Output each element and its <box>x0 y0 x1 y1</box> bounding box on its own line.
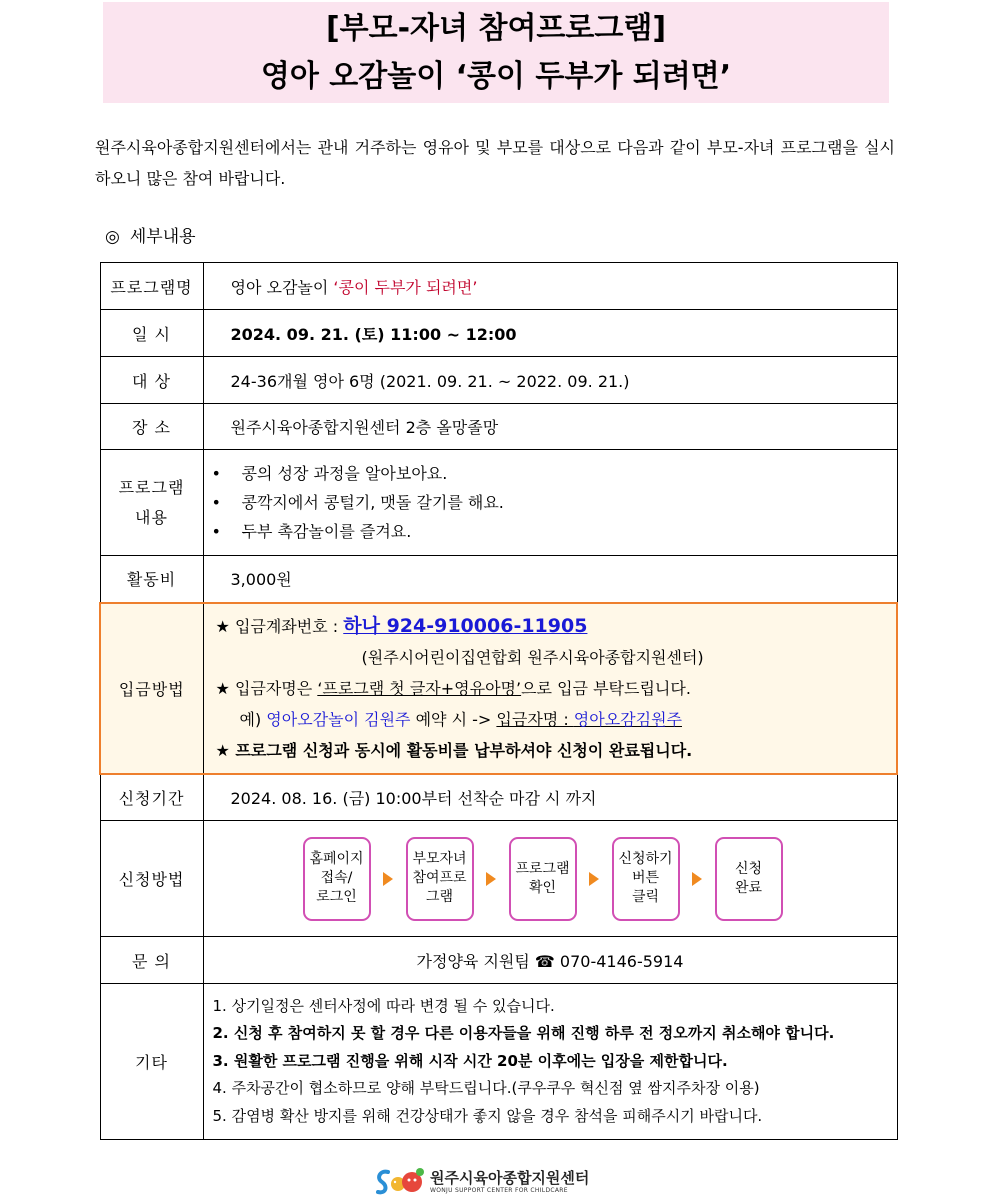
notice-item: 1. 상기일정은 센터사정에 따라 변경 될 수 있습니다. <box>212 996 555 1015</box>
label-content-line2: 내용 <box>135 507 168 527</box>
row-place <box>100 404 897 450</box>
value-content <box>203 450 897 556</box>
label-program: 프로그램명 <box>100 263 203 310</box>
row-date <box>100 310 897 357</box>
row-target <box>100 357 897 404</box>
label-etc: 기타 <box>100 984 203 1140</box>
step-box: 부모자녀 참여프로 그램 <box>406 837 474 921</box>
notice-item: 4. 주차공간이 협소하므로 양해 부탁드립니다.(쿠우쿠우 혁신점 옆 쌈지주차장 이용) <box>212 1079 760 1098</box>
program-title-highlight: ‘콩이 두부가 되려면’ <box>333 277 478 297</box>
value-payment <box>203 603 897 774</box>
title-banner <box>103 2 889 103</box>
phone-icon: ☎ <box>534 951 555 971</box>
list-item: • 콩깍지에서 콩털기, 맷돌 갈기를 해요. <box>212 488 897 517</box>
contact-team: 가정양육 지원팀 <box>416 951 535 971</box>
star-icon: ★ <box>215 740 230 760</box>
value-method <box>203 821 897 937</box>
value-place: 원주시육아종합지원센터 2층 올망졸망 <box>203 404 897 450</box>
program-prefix: 영아 오감놀이 <box>230 277 334 297</box>
row-fee <box>100 556 897 603</box>
title-line-2: 영아 오감놀이 ‘콩이 두부가 되려면’ <box>260 59 732 94</box>
label-period: 신청기간 <box>100 774 203 821</box>
label-fee: 활동비 <box>100 556 203 603</box>
step-box: 신청 완료 <box>715 837 783 921</box>
intro-paragraph: 원주시육아종합지원센터에서는 관내 거주하는 영유아 및 부모를 대상으로 다음과 같이 부모-자녀 프로그램을 실시하오니 많은 참여 바랍니다. <box>95 138 895 188</box>
footer-logo <box>374 1164 589 1200</box>
name-prefix: 입금자명은 <box>234 678 318 698</box>
value-program <box>203 263 897 310</box>
example-label-text: 입금자명 : <box>496 709 574 729</box>
double-circle-icon: ◎ <box>105 227 120 247</box>
account-prefix: 입금계좌번호 : <box>234 616 344 636</box>
label-place: 장 소 <box>100 404 203 450</box>
details-table <box>99 262 898 1140</box>
row-method <box>100 821 897 937</box>
triangle-right-icon <box>486 872 496 886</box>
value-target: 24-36개월 영아 6명 (2021. 09. 21. ~ 2022. 09. 21.) <box>203 357 897 404</box>
value-fee: 3,000원 <box>203 556 897 603</box>
row-program <box>100 263 897 310</box>
payment-name-line <box>216 673 897 704</box>
title-line-1: [부모-자녀 참여프로그램] <box>325 11 667 46</box>
triangle-right-icon <box>589 872 599 886</box>
list-item: • 두부 촉감놀이를 즐겨요. <box>212 517 897 546</box>
contact-phone: 070-4146-5914 <box>554 951 684 971</box>
label-contact: 문 의 <box>100 937 203 984</box>
triangle-right-icon <box>383 872 393 886</box>
label-date: 일 시 <box>100 310 203 357</box>
value-period: 2024. 08. 16. (금) 10:00부터 선착순 마감 시 까지 <box>203 774 897 821</box>
payment-holder: (원주시어린이집연합회 원주시육아종합지원센터) <box>361 647 704 667</box>
payment-example-line <box>216 704 897 735</box>
apply-steps <box>204 837 897 921</box>
label-method: 신청방법 <box>100 821 203 937</box>
value-contact <box>203 937 897 984</box>
row-etc <box>100 984 897 1140</box>
notice-item: 2. 신청 후 참여하지 못 할 경우 다른 이용자들을 위해 진행 하루 전 정오까지 취소해야 합니다. <box>212 1024 835 1043</box>
row-content <box>100 450 897 556</box>
star-icon: ★ <box>215 678 230 698</box>
label-content <box>100 450 203 556</box>
center-logo-icon <box>374 1164 430 1200</box>
example-value: 영아오감김원주 <box>573 709 682 729</box>
payment-notice: 프로그램 신청과 동시에 활동비를 납부하셔야 신청이 완료됩니다. <box>235 740 693 760</box>
example-label <box>496 710 682 729</box>
account-number: 하나 924-910006-11905 <box>343 614 588 637</box>
footer-text <box>430 1170 589 1195</box>
row-period <box>100 774 897 821</box>
notice-item: 5. 감염병 확산 방지를 위해 건강상태가 좋지 않을 경우 참석을 피해주시기 바랍니다. <box>212 1106 763 1125</box>
label-payment: 입금방법 <box>100 603 203 774</box>
triangle-right-icon <box>692 872 702 886</box>
footer-org-name: 원주시육아종합지원센터 <box>430 1168 590 1187</box>
step-box: 프로그램 확인 <box>509 837 577 921</box>
step-box: 홈페이지 접속/ 로그인 <box>303 837 371 921</box>
section-label: 세부내용 <box>129 227 196 247</box>
payment-account-line <box>216 611 897 642</box>
footer-org-eng: WONJU SUPPORT CENTER FOR CHILDCARE <box>430 1186 568 1194</box>
row-payment <box>100 603 897 774</box>
payment-notice-line <box>216 735 897 766</box>
step-box: 신청하기 버튼 클릭 <box>612 837 680 921</box>
label-content-line1: 프로그램 <box>118 477 185 497</box>
value-etc <box>203 984 897 1140</box>
label-target: 대 상 <box>100 357 203 404</box>
row-contact <box>100 937 897 984</box>
example-prefix: 예) <box>239 709 267 729</box>
example-program: 영아오감놀이 김원주 <box>266 709 411 729</box>
notice-item: 3. 원활한 프로그램 진행을 위해 시작 시간 20분 이후에는 입장을 제한합니다. <box>212 1051 728 1070</box>
star-icon: ★ <box>215 616 230 636</box>
value-date: 2024. 09. 21. (토) 11:00 ~ 12:00 <box>203 310 897 357</box>
name-rule: ‘프로그램 첫 글자+영유아명’ <box>317 678 522 698</box>
list-item: • 콩의 성장 과정을 알아보아요. <box>212 459 897 488</box>
name-suffix: 으로 입금 부탁드립니다. <box>521 678 691 698</box>
example-mid: 예약 시 -> <box>410 709 497 729</box>
section-heading <box>105 222 196 247</box>
